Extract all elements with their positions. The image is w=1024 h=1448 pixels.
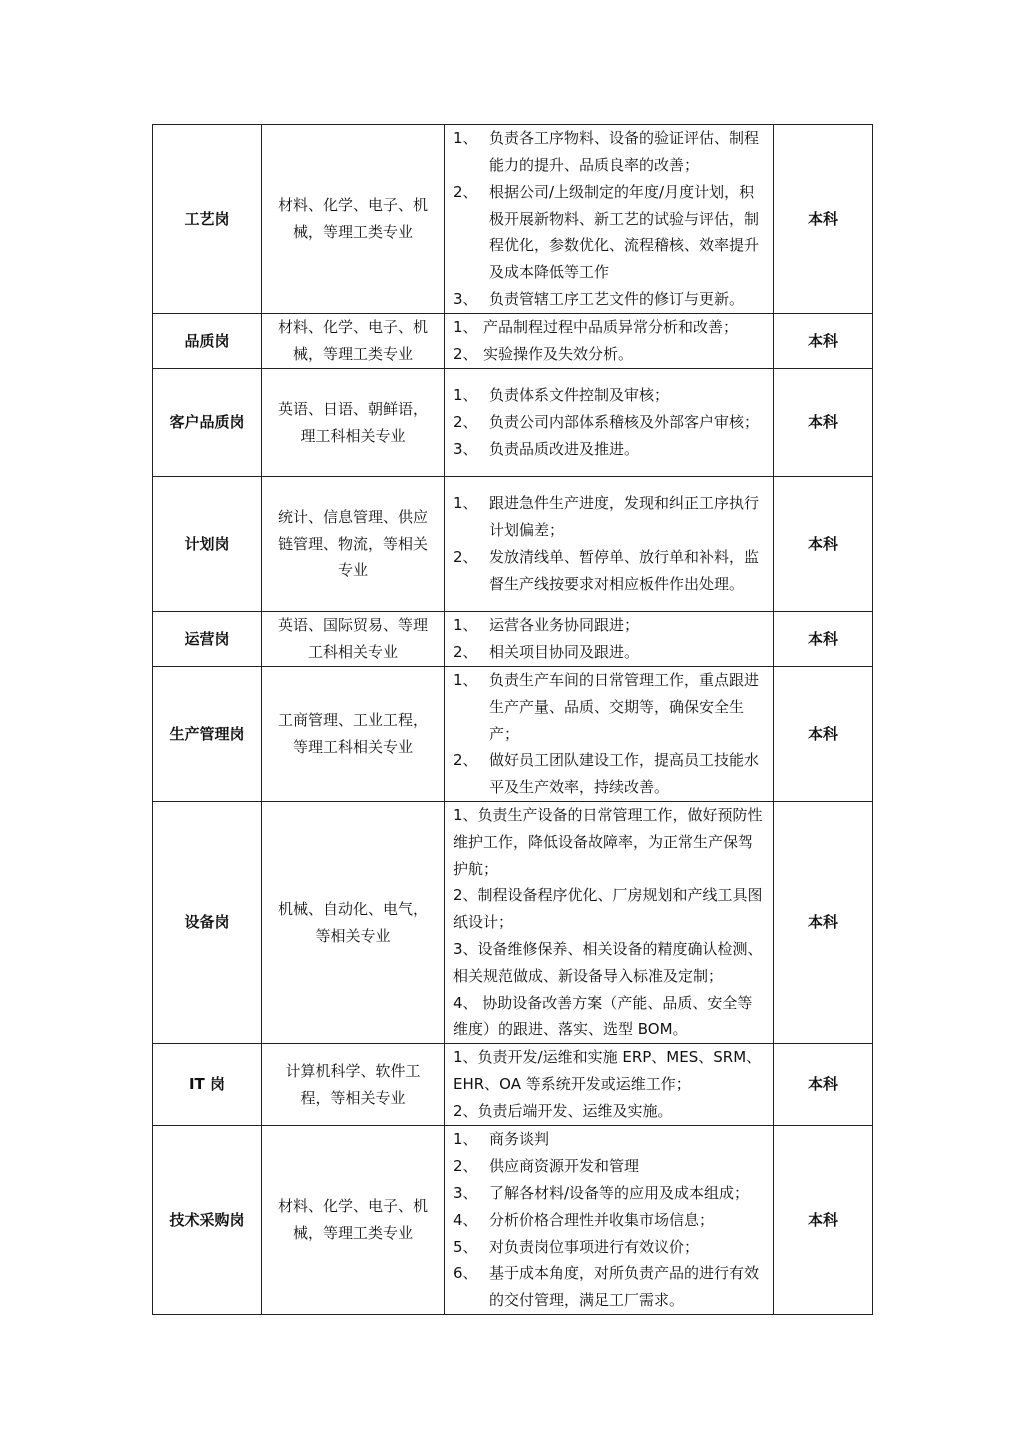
duty-text: 对负责岗位事项进行有效议价； <box>489 1237 700 1256</box>
duty-item: 1、负责生产设备的日常管理工作，做好预防性维护工作，降低设备故障率，为正常生产保驾护航； <box>453 805 763 878</box>
duty-number: 3、 <box>453 439 478 458</box>
duty-item <box>453 125 767 179</box>
duty-number: 5、 <box>453 1237 478 1256</box>
duty-item <box>453 286 767 313</box>
duty-number: 2、 <box>453 413 478 432</box>
duty-cell <box>445 1044 774 1126</box>
duty-item: 2、制程设备程序优化、厂房规划和产线工具图纸设计； <box>453 886 763 932</box>
duty-item <box>453 341 767 368</box>
duty-text: 跟进急件生产进度，发现和纠正工序执行计划偏差； <box>489 494 760 540</box>
duty-number: 2、 <box>453 643 478 661</box>
duty-item <box>453 544 767 598</box>
major-requirement: 工商管理、工业工程，等理工科相关专业 <box>262 667 445 802</box>
position-title: 客户品质岗 <box>153 369 262 477</box>
duty-number: 1、 <box>453 494 478 513</box>
duty-cell <box>445 314 774 369</box>
duty-cell <box>445 612 774 667</box>
duty-item <box>453 179 767 286</box>
position-title: 技术采购岗 <box>153 1126 262 1315</box>
duty-item: 3、设备维修保养、相关设备的精度确认检测、相关规范做成、新设备导入标准及定制； <box>453 939 763 985</box>
education-requirement: 本科 <box>774 612 873 667</box>
duty-cell <box>445 369 774 477</box>
table-row <box>153 1126 873 1315</box>
duty-item <box>453 409 767 436</box>
table-row <box>153 125 873 314</box>
major-requirement: 计算机科学、软件工程，等相关专业 <box>262 1044 445 1126</box>
duty-item <box>453 1126 767 1153</box>
table-row <box>153 477 873 612</box>
duty-text: 了解各材料/设备等的应用及成本组成； <box>489 1183 750 1202</box>
table-row <box>153 612 873 667</box>
duty-number: 2、 <box>453 548 478 566</box>
duty-number: 1、 <box>453 318 478 337</box>
duty-number: 2、 <box>453 751 478 770</box>
duty-item: 4、 协助设备改善方案（产能、品质、安全等维度）的跟进、落实、选型 BOM。 <box>453 993 753 1039</box>
duty-number: 1、 <box>453 1130 478 1149</box>
duty-text: 运营各业务协同跟进； <box>489 616 640 635</box>
position-title: 设备岗 <box>153 801 262 1043</box>
duty-cell <box>445 1126 774 1315</box>
position-title: 工艺岗 <box>153 125 262 314</box>
duty-item <box>453 1207 767 1234</box>
duty-text: 负责各工序物料、设备的验证评估、制程能力的提升、品质良率的改善； <box>489 129 760 174</box>
major-requirement: 材料、化学、电子、机械，等理工类专业 <box>262 125 445 314</box>
job-table-body <box>153 125 873 1315</box>
table-row <box>153 369 873 477</box>
duty-cell <box>445 477 774 612</box>
duty-number: 3、 <box>453 289 478 308</box>
education-requirement: 本科 <box>774 1126 873 1315</box>
duty-text: 负责生产车间的日常管理工作，重点跟进生产产量、品质、交期等，确保安全生产； <box>489 671 760 743</box>
position-title: 品质岗 <box>153 314 262 369</box>
duty-text: 供应商资源开发和管理 <box>489 1157 640 1176</box>
major-requirement: 英语、国际贸易、等理工科相关专业 <box>262 612 445 667</box>
education-requirement: 本科 <box>774 1044 873 1126</box>
position-title: 计划岗 <box>153 477 262 612</box>
position-title: 运营岗 <box>153 612 262 667</box>
education-requirement: 本科 <box>774 477 873 612</box>
duty-text: 负责管辖工序工艺文件的修订与更新。 <box>489 289 745 308</box>
duty-text: 做好员工团队建设工作，提高员工技能水平及生产效率，持续改善。 <box>489 751 760 797</box>
duty-list <box>453 1126 767 1314</box>
duty-list <box>453 314 767 368</box>
duty-item <box>453 1153 767 1180</box>
duty-number: 1、 <box>453 129 478 148</box>
major-requirement: 英语、日语、朝鲜语，理工科相关专业 <box>262 369 445 477</box>
table-row <box>153 667 873 802</box>
duty-item <box>453 490 767 544</box>
duty-number: 2、 <box>453 1157 478 1176</box>
duty-list <box>453 667 767 801</box>
major-requirement: 统计、信息管理、供应链管理、物流，等相关专业 <box>262 477 445 612</box>
job-positions-table <box>152 124 873 1315</box>
duty-item <box>453 1234 767 1261</box>
position-title: IT 岗 <box>153 1044 262 1126</box>
duty-text: 相关项目协同及跟进。 <box>489 643 640 661</box>
duty-text: 负责体系文件控制及审核； <box>489 386 670 405</box>
duty-text: 分析价格合理性并收集市场信息； <box>489 1210 715 1229</box>
table-row <box>153 1044 873 1126</box>
duty-item <box>453 1260 767 1314</box>
table-row <box>153 801 873 1043</box>
duty-cell <box>445 667 774 802</box>
duty-item <box>453 1180 767 1207</box>
duty-list <box>453 382 767 462</box>
duty-number: 3、 <box>453 1183 478 1202</box>
duty-list <box>453 490 767 597</box>
duty-item <box>453 667 767 747</box>
duty-text: 负责公司内部体系稽核及外部客户审核； <box>489 413 760 432</box>
duty-item <box>453 612 767 639</box>
duty-text: 发放清线单、暂停单、放行单和补料，监督生产线按要求对相应板件作出处理。 <box>489 548 760 593</box>
duty-item <box>453 436 767 463</box>
duty-item <box>453 314 767 341</box>
education-requirement: 本科 <box>774 667 873 802</box>
duty-text: 实验操作及失效分析。 <box>483 345 634 363</box>
duty-list <box>453 612 767 666</box>
major-requirement: 机械、自动化、电气，等相关专业 <box>262 801 445 1043</box>
education-requirement: 本科 <box>774 314 873 369</box>
duty-cell <box>445 125 774 314</box>
duty-item: 1、负责开发/运维和实施 ERP、MES、SRM、EHR、OA 等系统开发或运维工作； <box>453 1048 762 1094</box>
duty-text: 根据公司/上级制定的年度/月度计划，积极开展新物料、新工艺的试验与评估，制程优化，参数优化、流程稽核、效率提升及成本降低等工作 <box>489 182 760 282</box>
duty-cell <box>445 801 774 1043</box>
duty-text: 产品制程过程中品质异常分析和改善； <box>483 318 739 337</box>
duty-text: 负责品质改进及推进。 <box>489 439 640 458</box>
duty-number: 2、 <box>453 182 478 201</box>
education-requirement: 本科 <box>774 369 873 477</box>
duty-list <box>453 802 767 1043</box>
education-requirement: 本科 <box>774 125 873 314</box>
education-requirement: 本科 <box>774 801 873 1043</box>
duty-number: 2、 <box>453 345 478 363</box>
position-title: 生产管理岗 <box>153 667 262 802</box>
duty-item <box>453 747 767 801</box>
table-row <box>153 314 873 369</box>
duty-list <box>453 125 767 313</box>
duty-item: 2、负责后端开发、运维及实施。 <box>453 1102 673 1121</box>
major-requirement: 材料、化学、电子、机械，等理工类专业 <box>262 314 445 369</box>
duty-item <box>453 639 767 666</box>
duty-item <box>453 382 767 409</box>
duty-text: 基于成本角度，对所负责产品的进行有效的交付管理，满足工厂需求。 <box>489 1264 760 1310</box>
duty-number: 4、 <box>453 1210 478 1229</box>
duty-number: 1、 <box>453 616 478 635</box>
duty-number: 1、 <box>453 386 478 405</box>
duty-text: 商务谈判 <box>489 1130 550 1149</box>
duty-number: 1、 <box>453 671 478 689</box>
major-requirement: 材料、化学、电子、机械，等理工类专业 <box>262 1126 445 1315</box>
duty-list <box>453 1044 767 1124</box>
duty-number: 6、 <box>453 1264 478 1283</box>
